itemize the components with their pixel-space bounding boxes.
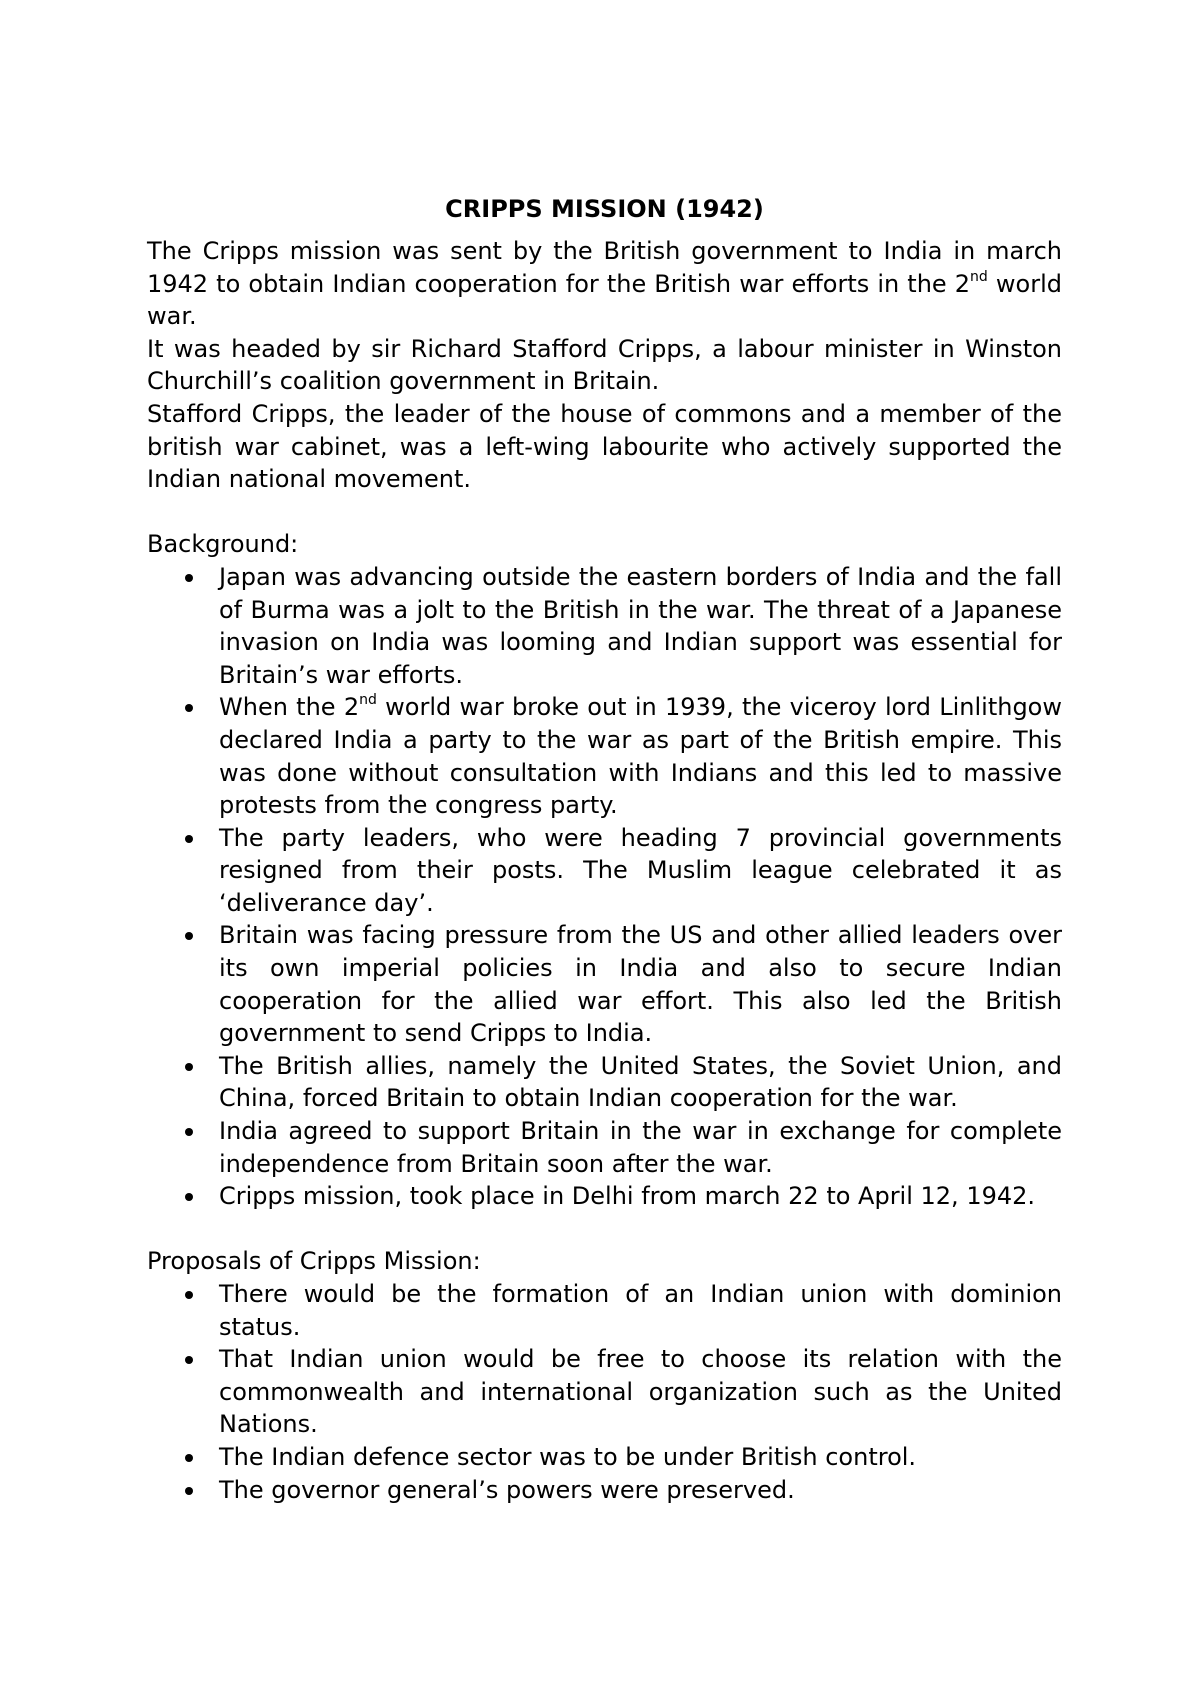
list-item-text: Cripps mission, took place in Delhi from march 22 to April 12, 1942. bbox=[219, 1182, 1036, 1211]
list-item bbox=[147, 691, 1062, 821]
list-item bbox=[147, 1474, 1062, 1507]
bullet-icon bbox=[185, 932, 193, 940]
bullet-icon bbox=[185, 574, 193, 582]
bullet-icon bbox=[185, 1487, 193, 1495]
intro-text-1a: The Cripps mission was sent by the British government to India in march 1942 to obtain Indian cooperation for the British war efforts in the 2 bbox=[147, 237, 1062, 298]
list-item bbox=[147, 1278, 1062, 1343]
bullet-icon bbox=[185, 835, 193, 843]
list-item bbox=[147, 561, 1062, 691]
list-item bbox=[147, 1115, 1062, 1180]
list-item bbox=[147, 1441, 1062, 1474]
list-item-text: The party leaders, who were heading 7 provincial governments resigned from their posts. The Muslim league celebrated it as ‘deliverance day’. bbox=[219, 823, 1062, 917]
document-title: CRIPPS MISSION (1942) bbox=[445, 195, 764, 223]
bullet-icon bbox=[185, 1193, 193, 1201]
bullet-icon bbox=[185, 1356, 193, 1364]
ordinal-suffix: nd bbox=[359, 692, 377, 709]
list-item-text: The British allies, namely the United States, the Soviet Union, and China, forced Britain to obtain Indian cooperation for the war. bbox=[219, 1051, 1062, 1113]
list-item-text: Japan was advancing outside the eastern borders of India and the fall of Burma was a jolt to the British in the war. The threat of a Japanese invasion on India was looming and Indian support was essential for Britain’s war efforts. bbox=[219, 562, 1062, 689]
bullet-icon bbox=[185, 1128, 193, 1136]
proposals-heading: Proposals of Cripps Mission: bbox=[147, 1247, 481, 1276]
bullet-icon bbox=[185, 1063, 193, 1071]
list-item-text: That Indian union would be free to choose its relation with the commonwealth and international organization such as the United Nations. bbox=[219, 1345, 1062, 1439]
bullet-icon bbox=[185, 704, 193, 712]
bullet-icon bbox=[185, 1454, 193, 1462]
list-item-text-b: world war broke out in 1939, the viceroy lord Linlithgow declared India a party to the war as part of the British empire. This was done without consultation with Indians and this led to massive protests from the congress party. bbox=[219, 693, 1062, 820]
list-item bbox=[147, 919, 1062, 1049]
list-item-text: The governor general’s powers were preserved. bbox=[219, 1475, 795, 1504]
proposals-list bbox=[147, 1278, 1062, 1506]
list-item-text-a: When the 2 bbox=[219, 693, 360, 722]
spacer bbox=[147, 1213, 1062, 1246]
intro-paragraph-2: It was headed by sir Richard Stafford Cripps, a labour minister in Winston Churchill’s coalition government in Britain. bbox=[147, 334, 1062, 396]
list-item bbox=[147, 822, 1062, 920]
spacer bbox=[147, 496, 1062, 529]
background-list bbox=[147, 561, 1062, 1213]
list-item-text: Britain was facing pressure from the US and other allied leaders over its own imperial policies in India and also to secure Indian cooperation for the allied war effort. This also led the British government to send Cripps to India. bbox=[219, 921, 1062, 1048]
list-item-text: The Indian defence sector was to be under British control. bbox=[219, 1442, 917, 1471]
list-item bbox=[147, 1180, 1062, 1213]
background-heading: Background: bbox=[147, 530, 299, 559]
ordinal-suffix: nd bbox=[970, 268, 988, 285]
bullet-icon bbox=[185, 1291, 193, 1299]
list-item bbox=[147, 1050, 1062, 1115]
intro-text-1b: world war. bbox=[147, 269, 1062, 331]
list-item-text: India agreed to support Britain in the war in exchange for complete independence from Britain soon after the war. bbox=[219, 1117, 1062, 1178]
intro-paragraph-3: Stafford Cripps, the leader of the house of commons and a member of the british war cabinet, was a left-wing labourite who actively supported the Indian national movement. bbox=[147, 399, 1062, 494]
intro-paragraph-1 bbox=[147, 235, 1062, 333]
list-item bbox=[147, 1343, 1062, 1441]
document-page bbox=[147, 193, 1062, 1506]
list-item-text: There would be the formation of an Indian union with dominion status. bbox=[219, 1280, 1062, 1341]
